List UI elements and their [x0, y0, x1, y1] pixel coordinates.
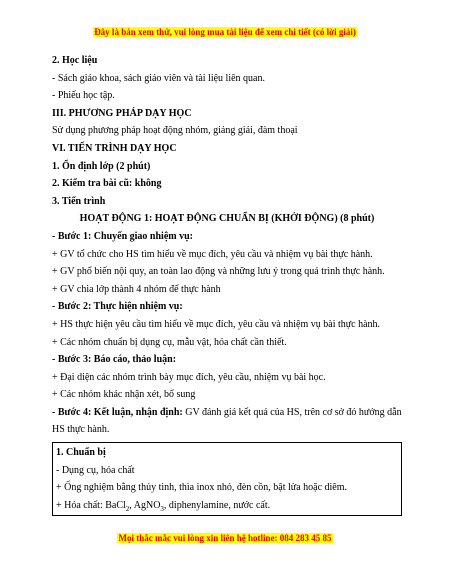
preparation-box: [52, 442, 402, 516]
preparation-heading: 1. Chuẩn bị: [56, 447, 106, 459]
step4-text: GV đánh giá kết quả của HS, trên cơ sở đó hướng dẫn HS thực hành.: [52, 406, 402, 436]
step2-heading: - Bước 2: Thực hiện nhiệm vụ:: [52, 301, 183, 313]
preparation-item: - Dụng cụ, hóa chất: [56, 464, 135, 476]
step-item: 1. Ổn định lớp (2 phút): [52, 160, 151, 172]
step3-heading: - Bước 3: Báo cáo, thảo luận:: [52, 354, 177, 366]
phuong-phap-text: Sử dụng phương pháp hoạt động nhóm, giảng giải, đàm thoại: [52, 125, 298, 137]
activity-title: HOẠT ĐỘNG 1: HOẠT ĐỘNG CHUẨN BỊ (KHỞI ĐỘNG) (8 phút): [79, 213, 375, 225]
step1-heading: - Bước 1: Chuyển giao nhiệm vụ:: [52, 230, 193, 242]
phuong-phap-heading: III. PHƯƠNG PHÁP DẠY HỌC: [52, 107, 192, 119]
hoc-lieu-item: - Phiếu học tập.: [52, 90, 115, 102]
hoc-lieu-heading: 2. Học liệu: [52, 55, 98, 66]
tien-trinh-heading: VI. TIẾN TRÌNH DẠY HỌC: [52, 142, 177, 154]
step3-item: + Các nhóm khác nhận xét, bổ sung: [52, 389, 196, 401]
step2-item: + Các nhóm chuẩn bị dụng cụ, mẫu vật, hóa chất cần thiết.: [52, 336, 287, 348]
step4-paragraph: [52, 404, 402, 439]
step3-item: + Đại diện các nhóm trình bày mục đích, yêu cầu, nhiệm vụ bài học.: [52, 371, 326, 383]
step-item: 2. Kiểm tra bài cũ: không: [52, 178, 162, 190]
preview-notice-banner: Đây là bản xem thử, vui lòng mua tài liệu để xem chi tiết (có lời giải): [94, 27, 356, 37]
hoc-lieu-item: - Sách giáo khoa, sách giáo viên và tài liệu liên quan.: [52, 72, 265, 84]
document-body: [52, 52, 402, 516]
step1-item: + GV phổ biến nội quy, an toàn lao động và những lưu ý trong quá trình thực hành.: [52, 266, 385, 278]
step-item: 3. Tiến trình: [52, 195, 106, 207]
hotline-banner: Mọi thắc mắc vui lòng xin liên hệ hotline: 084 283 45 85: [118, 533, 332, 543]
step1-item: + GV chia lớp thành 4 nhóm để thực hành: [52, 283, 221, 295]
chemicals-line: + Hóa chất: BaCl$_2$, AgNO$_3$, diphenylamine, nước cất.: [56, 499, 271, 513]
step1-item: + GV tổ chức cho HS tìm hiểu về mục đích, yêu cầu và nhiệm vụ bài thực hành.: [52, 248, 373, 260]
preparation-item: + Ống nghiệm bằng thủy tinh, thìa inox nhỏ, đèn cồn, bật lửa hoặc diêm.: [56, 482, 348, 494]
step2-item: + HS thực hiện yêu cầu tìm hiểu về mục đích, yêu cầu và nhiệm vụ bài thực hành.: [52, 318, 381, 330]
step4-label: - Bước 4: Kết luận, nhận định:: [52, 406, 183, 418]
